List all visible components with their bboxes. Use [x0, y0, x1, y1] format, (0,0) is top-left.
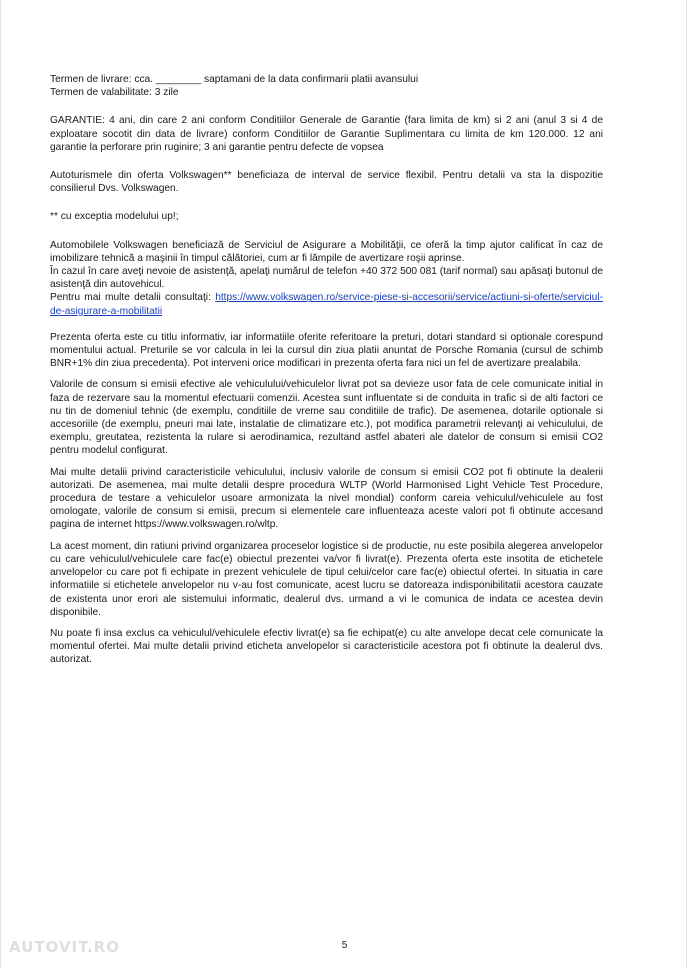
service-interval-paragraph: Autoturismele din oferta Volkswagen** beneficiaza de interval de service flexibil. Pentru detalii va sta la dispozitie consilierul Dvs. Volkswagen. — [50, 170, 603, 195]
spacer — [50, 458, 603, 466]
page-number: 5 — [341, 940, 348, 951]
delivery-term: Termen de livrare: cca. ________ saptamani de la data confirmarii platii avansului — [50, 74, 419, 85]
tyres-disclaimer-paragraph: Nu poate fi insa exclus ca vehiculul/vehiculele efectiv livrat(e) sa fie echipat(e) cu alte anvelope decat cele comunicate la momentul ofertei. Mai multe detalii privind eticheta anvelopelor si caracteristicile acestora pot fi obtinute la dealerul dvs. autorizat. — [50, 627, 603, 666]
exception-note: ** cu exceptia modelului up!; — [50, 211, 179, 223]
spacer — [50, 370, 603, 378]
offer-info-paragraph: Prezenta oferta este cu titlu informativ, iar informatiile oferite referitoare la preturi, dotari standard si optionale corespund momentului actual. Preturile se vor calcula in lei la cursul din ziua platii anuntat de Porsche Romania (cursul de schimb BNR+1% din ziua precedenta). Pot interveni orice modificari in prezenta oferta fara nici un fel de avertizare prealabila. — [50, 331, 603, 370]
mobility-service-link[interactable]: https://www.volkswagen.ro/service-piese-si-accesorii/service/actiuni-si-oferte/serviciul-de-asigurare-a-mobilitatii — [50, 292, 603, 317]
mobility-details — [50, 291, 603, 317]
spacer — [50, 619, 603, 627]
spacer — [50, 224, 603, 239]
watermark-logo: AUTOVIT.RO — [9, 938, 121, 956]
wltp-paragraph: Mai multe detalii privind caracteristicile vehiculului, inclusiv valorile de consum si emisii CO2 pot fi obtinute la dealerii autorizati. De asemenea, mai multe detalii despre procedura WLTP (World Harmonised Light Vehicle Test Procedure, procedura de testare a vehiculelor usoare armonizata la nivel mondial) conform careia vehiculul/vehiculele au fost omologate, valorile de consum si emisii, precum si elementele care influenteaza aceste valori pot fi obtinute accesand pagina de internet https://www.volkswagen.ro/wltp. — [50, 466, 603, 531]
mobility-details-label: Pentru mai multe detalii consultaţi: — [50, 292, 211, 304]
mobility-assist: În cazul în care aveţi nevoie de asistenţă, apelaţi numărul de telefon +40 372 500 081 (tarif normal) sau apăsaţi butonul de asistenţă din autovehicul. — [50, 266, 603, 291]
spacer — [50, 99, 603, 114]
consumption-paragraph: Valorile de consum si emisii efective ale vehiculului/vehiculelor livrat pot sa devieze usor fata de cele comunicate initial in faza de rezervare sau la momentul efectuarii comenzii. Acestea sunt influentate si de conduita in trafic si de alti factori ce nu tin de domeniul tehnic (de exemplu, conditiile de vreme sau conditiile de trafic). De asemenea, dotarile optionale si accesoriile (de exemplu, pneuri mai late, instalatie de climatizare etc.), pot modifica parametrii relevanţi ai vehiculului, de exemplu, greutatea, rezistenta la rulare si aerodinamica, rezultand astfel abateri ale datelor de consum si emisii CO2 pentru modelul configurat. — [50, 379, 603, 457]
spacer — [50, 195, 603, 210]
spacer — [50, 318, 603, 331]
mobility-intro: Automobilele Volkswagen beneficiază de Serviciul de Asigurare a Mobilităţii, ce oferă la timp ajutor calificat în caz de imobilizare tehnică a maşinii în timpul călătoriei, cum ar fi lămpile de avertizare roşii aprinse. — [50, 239, 603, 264]
tyres-paragraph: La acest moment, din ratiuni privind organizarea proceselor logistice si de productie, nu este posibila alegerea anvelopelor cu care vehiculul/vehiculele care fac(e) obiectul prezentei va/vor fi livrat(e). Prezenta oferta este insotita de etichetele anvelopelor cu care pot fi echipate in prezent vehiculele de tipul celui/celor care fac(e) obiectul ofertei. In situatia in care informatiile si etichetele anvelopelor nu v-au fost comunicate, acest lucru se datoreaza indisponibilitatii acestora cauzate de existenta unor erori ale sistemului informatic, dealerul dvs. urmand a vi le comunica de indata ce acestea devin disponibile. — [50, 540, 603, 618]
guarantee-paragraph: GARANTIE: 4 ani, din care 2 ani conform Conditiilor Generale de Garantie (fara limita de km) si 2 ani (anul 3 si 4 de exploatare socotit din data de livrare) conform Conditiilor de Garantie Suplimentara cu limita de km 120.000. 12 ani garantie la perforare prin ruginire; 3 ani garantie pentru defecte de vopsea — [50, 115, 603, 153]
document-body — [50, 73, 603, 667]
spacer — [50, 532, 603, 540]
spacer — [50, 154, 603, 169]
validity-term: Termen de valabilitate: 3 zile — [50, 87, 179, 99]
